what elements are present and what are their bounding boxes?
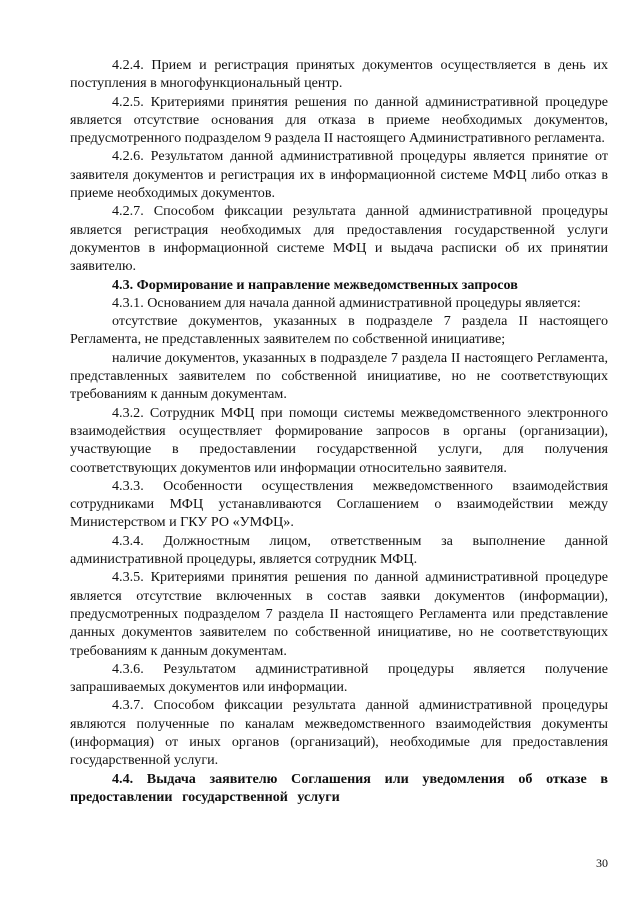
- paragraph-4-3-2: 4.3.2. Сотрудник МФЦ при помощи системы межведомственного электронного взаимодействия осуществляет формирование запросов в органы (организации), участвующие в предоставлении государственной услуги, для получения соответствующих документов или информации относительно заявителя.: [70, 404, 608, 476]
- paragraph-4-3-6: 4.3.6. Результатом административной процедуры является получение запрашиваемых документов или информации.: [70, 660, 608, 696]
- paragraph-4-3-1: 4.3.1. Основанием для начала данной административной процедуры является:: [112, 294, 581, 311]
- section-heading-4-3: 4.3. Формирование и направление межведомственных запросов: [112, 276, 518, 293]
- section-heading-4-4: 4.4. Выдача заявителю Соглашения или уведомления об отказе в предоставлении государственной услуги: [70, 770, 608, 805]
- paragraph-4-3-3: 4.3.3. Особенности осуществления межведомственного взаимодействия сотрудниками МФЦ устанавливаются Соглашением о взаимодействии между Министерством и ГКУ РО «УМФЦ».: [70, 477, 608, 531]
- paragraph-4-2-6: 4.2.6. Результатом данной административной процедуры является принятие от заявителя документов и регистрация их в информационной системе МФЦ либо отказ в приеме необходимых документов.: [70, 148, 608, 202]
- document-page: [70, 56, 608, 806]
- paragraph-4-3-7: 4.3.7. Способом фиксации результата данной административной процедуры являются полученные по каналам межведомственного взаимодействия документы (информация) от иных органов (организаций), необходимые для предоставления государственной услуги.: [70, 697, 608, 769]
- paragraph-4-2-4: 4.2.4. Прием и регистрация принятых документов осуществляется в день их поступления в многофункциональный центр.: [70, 57, 608, 92]
- page-number: 30: [596, 856, 608, 870]
- paragraph-4-2-7: 4.2.7. Способом фиксации результата данной административной процедуры является регистрация необходимых для предоставления государственной услуги документов в информационной системе МФЦ и выдача расписки об их принятии заявителю.: [70, 203, 608, 275]
- paragraph-4-2-5: 4.2.5. Критериями принятия решения по данной административной процедуре является отсутствие основания для отказа в приеме необходимых документов, предусмотренного подразделом 9 раздела II настоящего Административного регламента.: [70, 93, 608, 147]
- list-item-absence-of-documents: отсутствие документов, указанных в подразделе 7 раздела II настоящего Регламента, не представленных заявителем по собственной инициативе;: [70, 313, 608, 348]
- paragraph-4-3-4: 4.3.4. Должностным лицом, ответственным за выполнение данной административной процедуры, является сотрудник МФЦ.: [70, 532, 608, 568]
- paragraph-4-3-5: 4.3.5. Критериями принятия решения по данной административной процедуре является отсутствие включенных в состав заявки документов (информации), предусмотренных подразделом 7 раздела II настоящего Регламента или представление данных документов заявителем по собственной инициативе, но не соответствующих требованиям к данным документам.: [70, 569, 608, 659]
- list-item-presence-of-documents: наличие документов, указанных в подразделе 7 раздела II настоящего Регламента, представленных заявителем по собственной инициативе, но не соответствующих требованиям к данным документам.: [70, 349, 608, 403]
